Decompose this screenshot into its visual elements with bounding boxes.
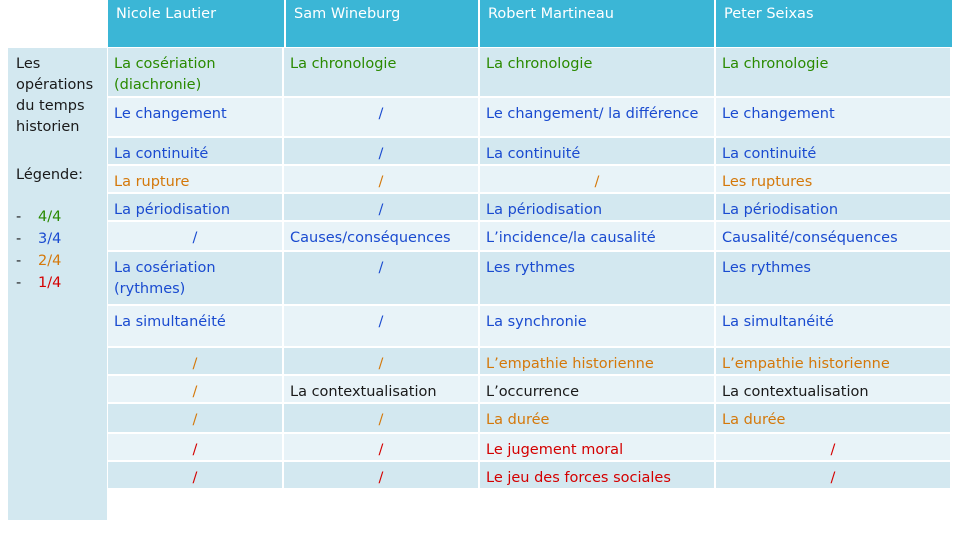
header-robert-martineau xyxy=(480,0,714,47)
table-cell: La périodisation xyxy=(716,194,952,222)
legend-label: 2/4 xyxy=(38,253,62,269)
table-cell: La synchronie xyxy=(480,306,716,348)
table-cell: / xyxy=(108,376,284,404)
table-cell: La périodisation xyxy=(108,194,284,222)
legend-label: 1/4 xyxy=(38,275,62,291)
legend-dash: - xyxy=(16,275,22,291)
table-cell: Les rythmes xyxy=(716,252,952,306)
table-cell: / xyxy=(108,434,284,462)
table-cell: La cosériation (rythmes) xyxy=(108,252,284,306)
table-cell: Le jeu des forces sociales xyxy=(480,462,716,490)
table-cell: La rupture xyxy=(108,166,284,194)
table-cell: La continuité xyxy=(108,138,284,166)
table-cell: / xyxy=(108,404,284,434)
table-cell: Les ruptures xyxy=(716,166,952,194)
legend-dash: - xyxy=(16,231,22,247)
table-cell: / xyxy=(284,138,480,166)
table-cell: Le changement xyxy=(108,98,284,138)
table-cell: La périodisation xyxy=(480,194,716,222)
legend-item xyxy=(16,272,107,294)
table-cell: La cosériation (diachronie) xyxy=(108,48,284,98)
table-cell: / xyxy=(108,462,284,490)
table-cell: La continuité xyxy=(480,138,716,166)
table-cell: / xyxy=(284,434,480,462)
legend-label: 4/4 xyxy=(38,209,62,225)
table-cell: L’empathie historienne xyxy=(716,348,952,376)
legend-label: 3/4 xyxy=(38,231,62,247)
table-cell: Le jugement moral xyxy=(480,434,716,462)
operations-table xyxy=(108,48,952,490)
legend-dash: - xyxy=(16,253,22,269)
table-cell: La chronologie xyxy=(284,48,480,98)
header-nicole-lautier xyxy=(108,0,284,47)
table-cell: / xyxy=(716,462,952,490)
table-cell: La continuité xyxy=(716,138,952,166)
table-cell: / xyxy=(284,166,480,194)
table-cell: Le changement xyxy=(716,98,952,138)
table-cell: La durée xyxy=(716,404,952,434)
table-cell: / xyxy=(108,348,284,376)
table-cell: La contextualisation xyxy=(716,376,952,404)
table-cell: / xyxy=(716,434,952,462)
table-cell: Les rythmes xyxy=(480,252,716,306)
legend-dash: - xyxy=(16,209,22,225)
table-cell: / xyxy=(284,404,480,434)
table-cell: / xyxy=(284,462,480,490)
header-label: Peter Seixas xyxy=(724,6,814,22)
header-sam-wineburg xyxy=(286,0,478,47)
side-title: Les opérations du temps historien xyxy=(16,56,94,135)
table-cell: L’incidence/la causalité xyxy=(480,222,716,252)
table-cell: La simultanéité xyxy=(716,306,952,348)
table-cell: / xyxy=(284,98,480,138)
header-peter-seixas xyxy=(716,0,952,47)
legend-item xyxy=(16,206,107,228)
table-cell: / xyxy=(284,306,480,348)
table-cell: La chronologie xyxy=(716,48,952,98)
legend-list xyxy=(16,206,107,294)
table-cell: La durée xyxy=(480,404,716,434)
legend-item xyxy=(16,228,107,250)
header-label: Robert Martineau xyxy=(488,6,614,22)
table-cell: La contextualisation xyxy=(284,376,480,404)
table-cell: La chronologie xyxy=(480,48,716,98)
legend-title: Légende: xyxy=(16,167,84,183)
table-cell: Le changement/ la différence xyxy=(480,98,716,138)
table-cell: / xyxy=(108,222,284,252)
table-cell: L’empathie historienne xyxy=(480,348,716,376)
table-cell: / xyxy=(284,252,480,306)
table-cell: / xyxy=(480,166,716,194)
header-label: Sam Wineburg xyxy=(294,6,401,22)
side-panel xyxy=(8,48,107,520)
header-label: Nicole Lautier xyxy=(116,6,217,22)
table-cell: Causalité/conséquences xyxy=(716,222,952,252)
table-cell: L’occurrence xyxy=(480,376,716,404)
table-cell: La simultanéité xyxy=(108,306,284,348)
table-cell: / xyxy=(284,348,480,376)
table-cell: / xyxy=(284,194,480,222)
table-cell: Causes/conséquences xyxy=(284,222,480,252)
legend-item xyxy=(16,250,107,272)
